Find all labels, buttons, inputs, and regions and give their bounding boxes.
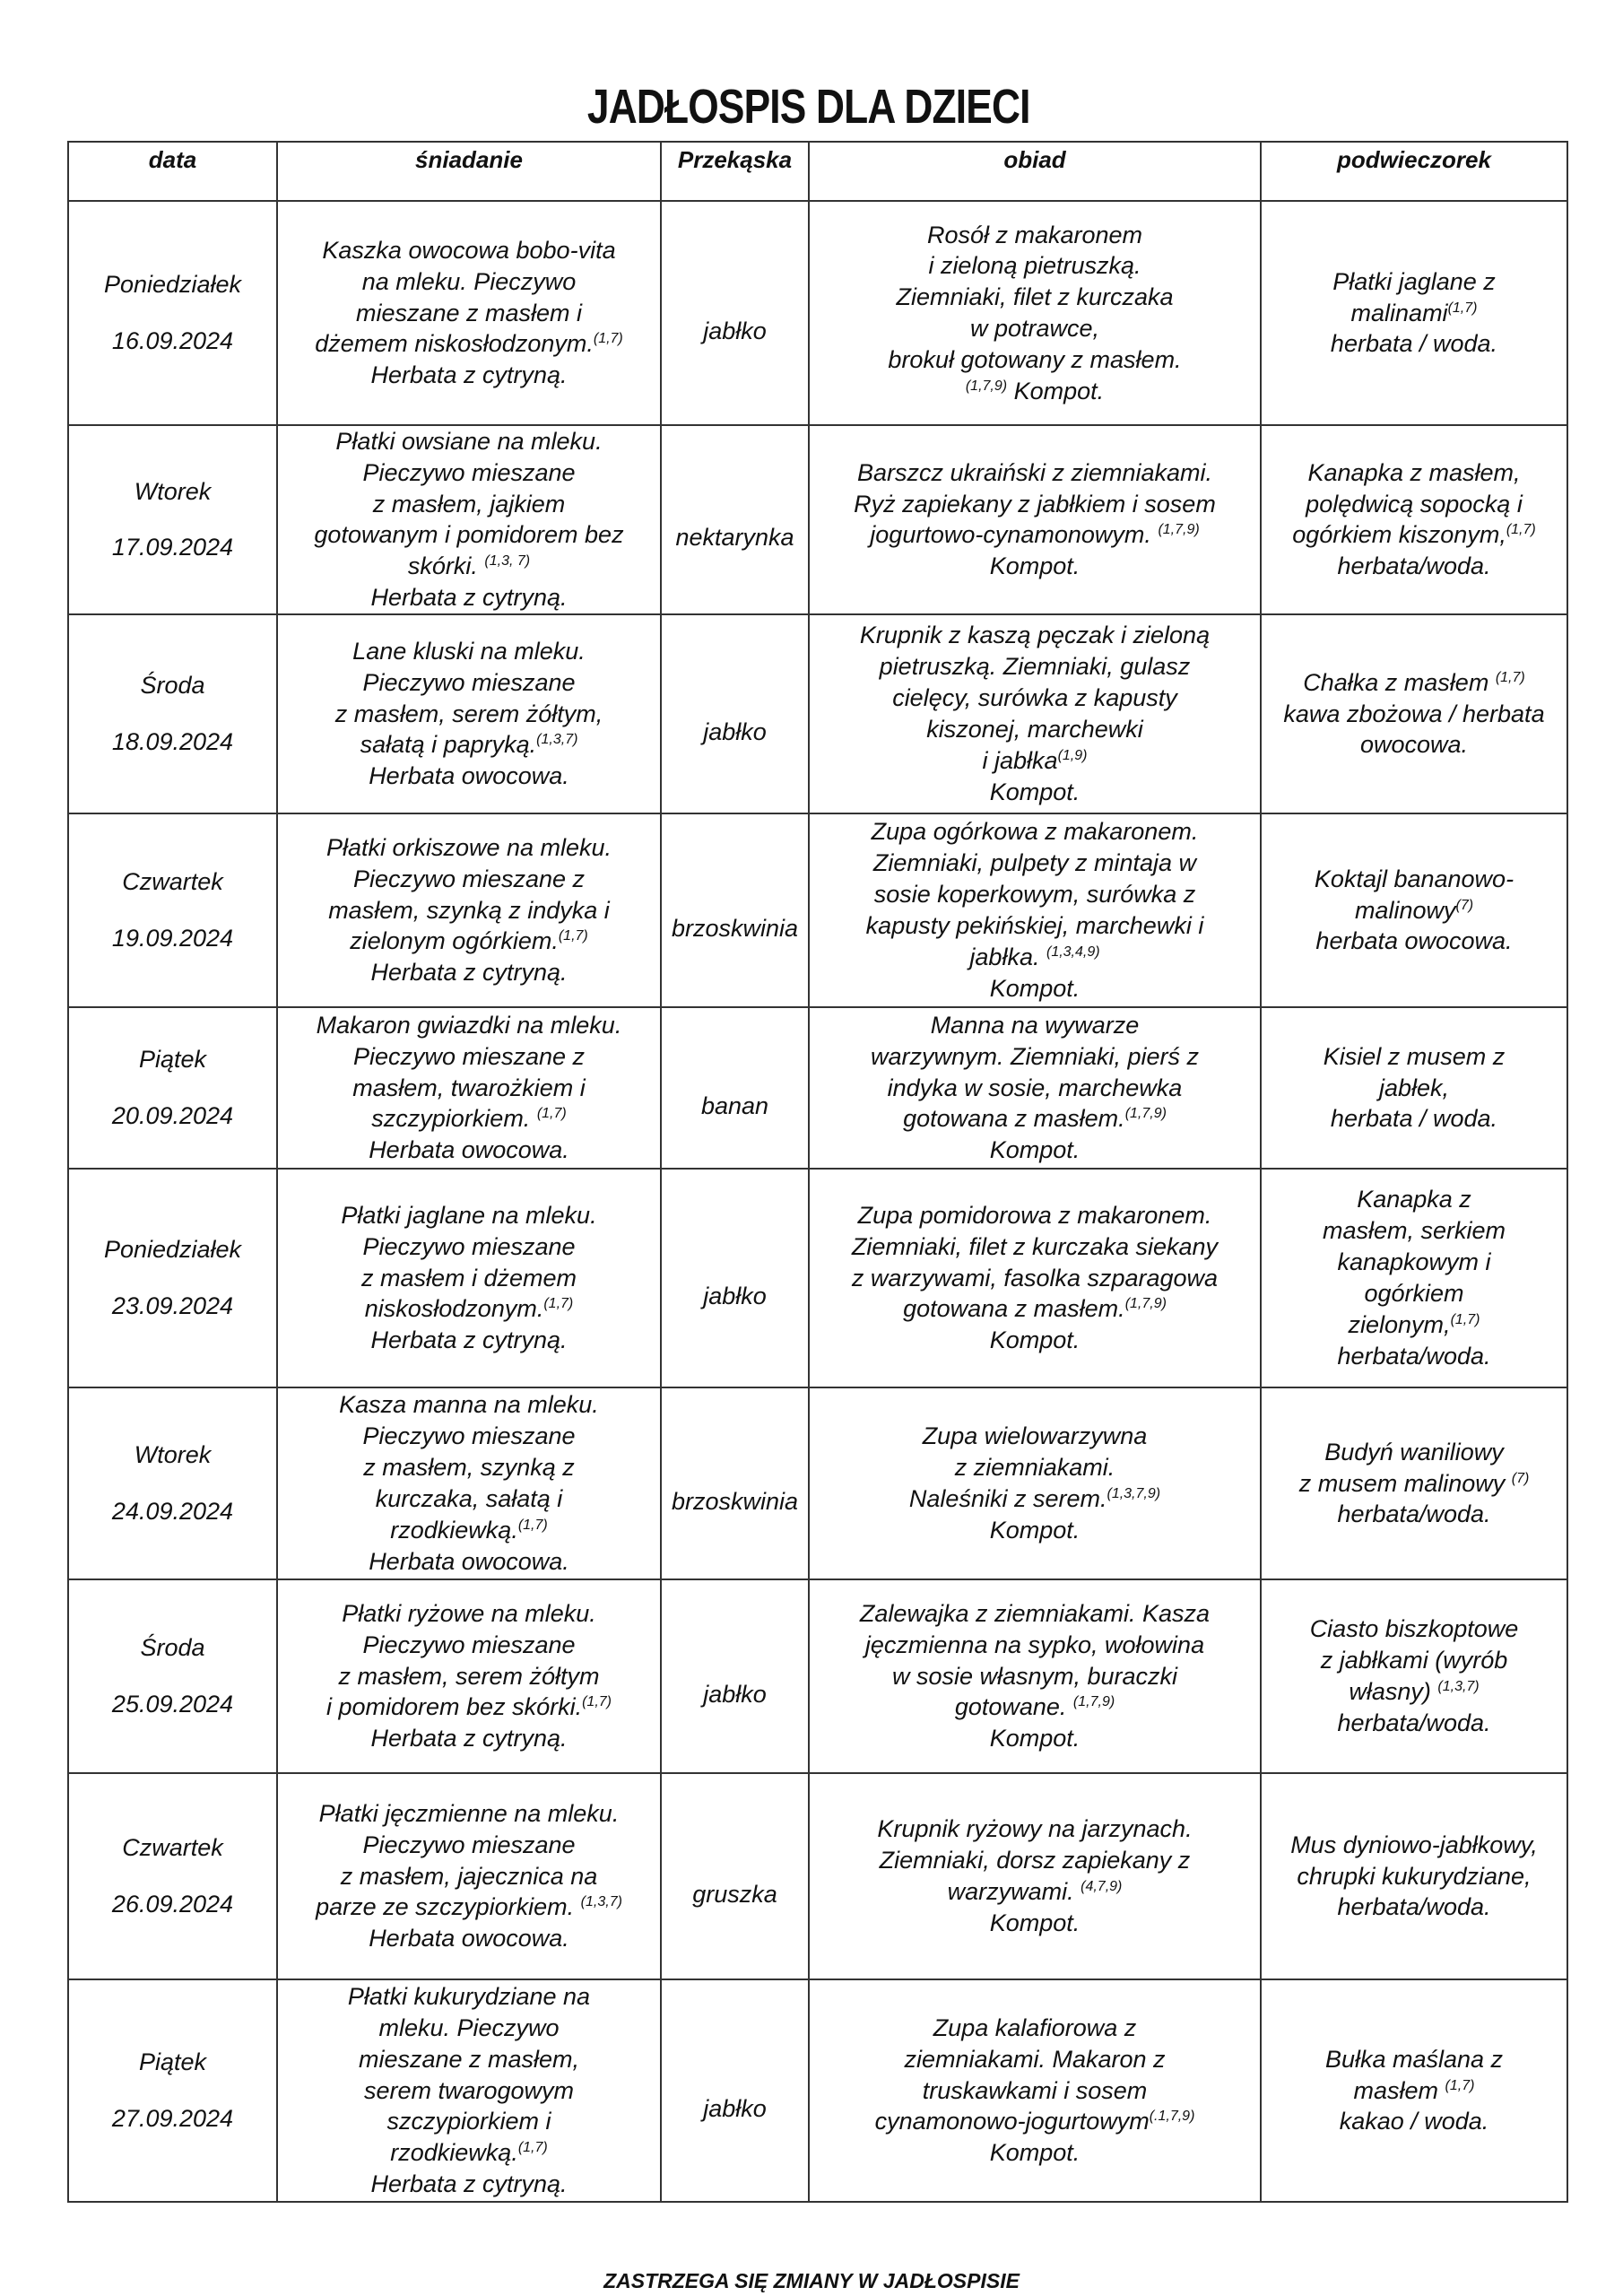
breakfast-cell xyxy=(277,1979,661,2202)
header-afternoon-snack: podwieczorek xyxy=(1261,142,1567,201)
afternoon-snack-cell xyxy=(1261,425,1567,614)
lunch-cell xyxy=(809,1579,1261,1773)
day-date: 24.09.2024 xyxy=(111,1497,234,1525)
afternoon-snack-cell-text-after: herbata/woda. xyxy=(1337,552,1491,580)
breakfast-cell xyxy=(277,614,661,813)
afternoon-snack-cell-text: Płatki jaglane z malinami xyxy=(1332,267,1496,326)
afternoon-snack-cell-text: Bułka maślana z masłem xyxy=(1324,2045,1504,2104)
afternoon-snack-cell xyxy=(1261,1773,1567,1979)
day-name: Środa xyxy=(140,672,205,700)
day-date: 25.09.2024 xyxy=(111,1690,234,1718)
allergen-codes: (1,7) xyxy=(1447,300,1478,316)
allergen-codes: (1,7) xyxy=(1445,2077,1475,2093)
snack-cell: brzoskwinia xyxy=(661,1387,809,1579)
breakfast-cell-text-after: Herbata z cytryną. xyxy=(370,959,568,987)
day-name: Wtorek xyxy=(134,477,212,505)
day-cell xyxy=(68,1979,277,2202)
afternoon-snack-cell-text: Kanapka z masłem, serkiem kanapkowym i ogórkiem zielonym, xyxy=(1322,1186,1506,1338)
allergen-codes: (1,7) xyxy=(558,928,588,944)
lunch-cell-text: Zupa ogórkowa z makaronem. Ziemniaki, pulpety z mintaja w sosie koperkowym, surówka z kapusty pekińskiej, marchewki i jabłka. xyxy=(865,818,1204,970)
afternoon-snack-cell xyxy=(1261,1387,1567,1579)
afternoon-snack-cell-text: Budyń waniliowy z musem malinowy xyxy=(1298,1438,1506,1497)
table-row xyxy=(68,425,1567,614)
day-cell xyxy=(68,1579,277,1773)
header-breakfast: śniadanie xyxy=(277,142,661,201)
allergen-codes: (1,7,9) xyxy=(1072,1694,1115,1710)
lunch-cell-text: Krupnik z kaszą pęczak i zieloną pietruszką. Ziemniaki, gulasz cielęcy, surówka z kapusty kiszonej, marchewki i jabłka xyxy=(859,622,1211,774)
afternoon-snack-cell-text: Chałka z masłem xyxy=(1303,668,1496,696)
breakfast-cell-text: Płatki kukurydziane na mleku. Pieczywo mieszane z masłem, serem twarogowym szczypiorkiem i rzodkiewką. xyxy=(347,1983,591,2167)
lunch-cell-text-after: Kompot. xyxy=(1007,377,1105,404)
lunch-cell xyxy=(809,425,1261,614)
footer-note: ZASTRZEGA SIĘ ZMIANY W JADŁOSPISIE xyxy=(603,2269,1020,2292)
breakfast-cell xyxy=(277,1169,661,1387)
breakfast-cell-text: Płatki jęczmienne na mleku. Pieczywo mieszane z masłem, jajecznica na parze ze szczypiorkiem. xyxy=(316,1799,620,1921)
afternoon-snack-cell xyxy=(1261,1007,1567,1169)
day-date: 23.09.2024 xyxy=(111,1292,234,1319)
table-row xyxy=(68,813,1567,1007)
afternoon-snack-cell-text-after: kakao / woda. xyxy=(1339,2108,1489,2135)
day-date: 26.09.2024 xyxy=(111,1890,234,1918)
snack-cell: gruszka xyxy=(661,1773,809,1979)
breakfast-cell-text-after: Herbata z cytryną. xyxy=(370,1326,568,1354)
day-name: Piątek xyxy=(138,2048,207,2076)
allergen-codes: (1,7) xyxy=(1495,669,1525,685)
lunch-cell-text-after: Kompot. xyxy=(989,1909,1081,1936)
day-name: Piątek xyxy=(138,1046,207,1074)
afternoon-snack-cell-text-after: herbata owocowa. xyxy=(1315,927,1513,955)
day-date: 19.09.2024 xyxy=(111,924,234,952)
lunch-cell-text-after: Kompot. xyxy=(989,1516,1081,1544)
breakfast-cell xyxy=(277,813,661,1007)
allergen-codes: (1,7) xyxy=(582,1694,612,1710)
breakfast-cell xyxy=(277,201,661,425)
lunch-cell xyxy=(809,1007,1261,1169)
allergen-codes: (1,7,9) xyxy=(965,378,1008,394)
breakfast-cell-text-after: Herbata owocowa. xyxy=(369,1136,569,1164)
afternoon-snack-cell-text-after: herbata/woda. xyxy=(1337,1342,1491,1370)
allergen-codes: (1,7) xyxy=(1450,1311,1480,1327)
lunch-cell-text: Rosół z makaronem i zieloną pietruszką. Ziemniaki, filet z kurczaka w potrawce, brokuł gotowany z masłem. xyxy=(888,221,1182,373)
afternoon-snack-cell xyxy=(1261,1979,1567,2202)
table-row xyxy=(68,1773,1567,1979)
snack-cell: jabłko xyxy=(661,614,809,813)
allergen-codes: (1,3, 7) xyxy=(484,553,531,570)
snack-cell: brzoskwinia xyxy=(661,813,809,1007)
allergen-codes: (1,3,7) xyxy=(580,1894,622,1910)
allergen-codes: (1,3,4,9) xyxy=(1046,944,1100,960)
table-row xyxy=(68,1579,1567,1773)
breakfast-cell xyxy=(277,1579,661,1773)
breakfast-cell-text: Kasza manna na mleku. Pieczywo mieszane z masłem, szynką z kurczaka, sałatą i rzodkiewką. xyxy=(339,1391,599,1544)
menu-table xyxy=(67,141,1568,2203)
breakfast-cell-text-after: Herbata z cytryną. xyxy=(370,584,568,612)
afternoon-snack-cell-text-after: herbata/woda. xyxy=(1337,1709,1491,1736)
lunch-cell-text: Zupa kalafiorowa z ziemniakami. Makaron z truskawkami i sosem cynamonowo-jogurtowym xyxy=(874,2013,1166,2135)
allergen-codes: (1,7,9) xyxy=(1124,1106,1167,1122)
lunch-cell-text-after: Kompot. xyxy=(989,1136,1081,1164)
afternoon-snack-cell xyxy=(1261,1169,1567,1387)
lunch-cell xyxy=(809,1773,1261,1979)
lunch-cell-text: Zupa pomidorowa z makaronem. Ziemniaki, filet z kurczaka siekany z warzywami, fasolka szparagowa gotowana z masłem. xyxy=(851,1201,1219,1323)
day-cell xyxy=(68,1387,277,1579)
afternoon-snack-cell-text: Kisiel z musem z jabłek, herbata / woda. xyxy=(1323,1042,1506,1133)
lunch-cell-text: Zalewajka z ziemniakami. Kasza jęczmienna na sypko, wołowina w sosie własnym, buraczki gotowane. xyxy=(859,1599,1211,1721)
day-date: 27.09.2024 xyxy=(111,2104,234,2132)
table-row xyxy=(68,1979,1567,2202)
allergen-codes: (4,7,9) xyxy=(1081,1878,1123,1894)
lunch-cell xyxy=(809,614,1261,813)
day-date: 20.09.2024 xyxy=(111,1101,234,1129)
snack-cell: jabłko xyxy=(661,201,809,425)
day-date: 16.09.2024 xyxy=(111,327,234,354)
lunch-cell-text-after: Kompot. xyxy=(989,778,1081,805)
afternoon-snack-cell-text: Ciasto biszkoptowe z jabłkami (wyrób własny) xyxy=(1309,1615,1519,1705)
allergen-codes: (1,7) xyxy=(543,1296,574,1312)
day-cell xyxy=(68,1773,277,1979)
day-cell xyxy=(68,1169,277,1387)
snack-cell: nektarynka xyxy=(661,425,809,614)
allergen-codes: (7) xyxy=(1455,897,1474,913)
breakfast-cell xyxy=(277,1387,661,1579)
afternoon-snack-cell-text-after: herbata/woda. xyxy=(1337,1500,1491,1528)
lunch-cell xyxy=(809,1387,1261,1579)
breakfast-cell-text-after: Herbata z cytryną. xyxy=(370,1725,568,1752)
allergen-codes: (1,7,9) xyxy=(1158,522,1200,538)
afternoon-snack-cell xyxy=(1261,201,1567,425)
snack-cell: jabłko xyxy=(661,1579,809,1773)
header-row xyxy=(68,142,1567,201)
afternoon-snack-cell-text: Koktajl bananowo- malinowy xyxy=(1314,865,1515,924)
breakfast-cell-text-after: Herbata owocowa. xyxy=(369,1547,569,1575)
breakfast-cell xyxy=(277,425,661,614)
breakfast-cell-text: Płatki owsiane na mleku. Pieczywo mieszane z masłem, jajkiem gotowanym i pomidorem bez skórki. xyxy=(314,428,624,580)
day-date: 18.09.2024 xyxy=(111,727,234,755)
breakfast-cell-text-after: Herbata z cytryną. xyxy=(370,361,568,389)
table-row xyxy=(68,201,1567,425)
day-cell xyxy=(68,425,277,614)
day-name: Poniedziałek xyxy=(103,271,242,299)
allergen-codes: (7) xyxy=(1511,1470,1530,1486)
breakfast-cell-text-after: Herbata z cytryną. xyxy=(370,2170,568,2198)
breakfast-cell-text: Makaron gwiazdki na mleku. Pieczywo mieszane z masłem, twarożkiem i szczypiorkiem. xyxy=(316,1011,622,1133)
lunch-cell xyxy=(809,1169,1261,1387)
afternoon-snack-cell-text: Kanapka z masłem, polędwicą sopocką i ogórkiem kiszonym, xyxy=(1292,458,1523,549)
lunch-cell-text-after: Kompot. xyxy=(989,1725,1081,1752)
snack-cell: banan xyxy=(661,1007,809,1169)
breakfast-cell-text-after: Herbata owocowa. xyxy=(369,1925,569,1952)
day-name: Czwartek xyxy=(122,1834,223,1862)
afternoon-snack-cell-text: Mus dyniowo-jabłkowy, chrupki kukurydziane, herbata/woda. xyxy=(1290,1831,1538,1921)
day-cell xyxy=(68,1007,277,1169)
afternoon-snack-cell-text-after: kawa zbożowa / herbata owocowa. xyxy=(1283,700,1545,759)
allergen-codes: (1,3,7,9) xyxy=(1107,1485,1161,1501)
breakfast-cell-text: Płatki jaglane na mleku. Pieczywo mieszane z masłem i dżemem niskosłodzonym. xyxy=(341,1201,597,1323)
lunch-cell-text-after: Kompot. xyxy=(989,552,1081,580)
breakfast-cell-text: Płatki orkiszowe na mleku. Pieczywo mieszane z masłem, szynką z indyka i zielonym ogórkiem. xyxy=(325,833,612,955)
afternoon-snack-cell xyxy=(1261,813,1567,1007)
day-cell xyxy=(68,813,277,1007)
table-row xyxy=(68,1007,1567,1169)
allergen-codes: (1,7,9) xyxy=(1124,1296,1167,1312)
allergen-codes: (1,7) xyxy=(536,1106,567,1122)
allergen-codes: (1,3,7) xyxy=(536,732,578,748)
day-date: 17.09.2024 xyxy=(111,534,234,561)
lunch-cell-text: Barszcz ukraiński z ziemniakami. Ryż zapiekany z jabłkiem i sosem jogurtowo-cynamonowym. xyxy=(854,458,1216,549)
breakfast-cell xyxy=(277,1773,661,1979)
afternoon-snack-cell xyxy=(1261,614,1567,813)
page-title: JADŁOSPIS DLA DZIECI xyxy=(586,80,1030,134)
day-cell xyxy=(68,201,277,425)
allergen-codes: (1,7) xyxy=(1506,522,1536,538)
day-name: Poniedziałek xyxy=(103,1236,242,1264)
day-name: Środa xyxy=(140,1634,205,1662)
afternoon-snack-cell-text-after: herbata / woda. xyxy=(1330,330,1498,358)
lunch-cell xyxy=(809,813,1261,1007)
lunch-cell-text: Manna na wywarze warzywnym. Ziemniaki, pierś z indyka w sosie, marchewka gotowana z masłem. xyxy=(870,1011,1200,1133)
day-name: Wtorek xyxy=(134,1441,212,1469)
lunch-cell-text-after: Kompot. xyxy=(989,1326,1081,1354)
table-row xyxy=(68,1169,1567,1387)
allergen-codes: (.1,7,9) xyxy=(1149,2109,1195,2125)
breakfast-cell xyxy=(277,1007,661,1169)
allergen-codes: (1,9) xyxy=(1057,747,1088,763)
breakfast-cell-text: Kaszka owocowa bobo-vita na mleku. Pieczywo mieszane z masłem i dżemem niskosłodzonym. xyxy=(315,236,616,358)
lunch-cell-text: Zupa wielowarzywna z ziemniakami. Naleśniki z serem. xyxy=(908,1422,1148,1512)
lunch-cell xyxy=(809,201,1261,425)
lunch-cell-text-after: Kompot. xyxy=(989,974,1081,1002)
header-snack: Przekąska xyxy=(661,142,809,201)
day-cell xyxy=(68,614,277,813)
lunch-cell-text-after: Kompot. xyxy=(989,2139,1081,2167)
allergen-codes: (1,7) xyxy=(593,331,623,347)
table-row xyxy=(68,1387,1567,1579)
snack-cell: jabłko xyxy=(661,1979,809,2202)
header-lunch: obiad xyxy=(809,142,1261,201)
afternoon-snack-cell xyxy=(1261,1579,1567,1773)
allergen-codes: (1,3,7) xyxy=(1437,1678,1480,1694)
allergen-codes: (1,7) xyxy=(517,2140,548,2156)
snack-cell: jabłko xyxy=(661,1169,809,1387)
breakfast-cell-text-after: Herbata owocowa. xyxy=(369,762,569,790)
header-date: data xyxy=(68,142,277,201)
lunch-cell-text: Krupnik ryżowy na jarzynach. Ziemniaki, dorsz zapiekany z warzywami. xyxy=(877,1815,1193,1905)
breakfast-cell-text: Lane kluski na mleku. Pieczywo mieszane z masłem, serem żółtym, sałatą i papryką. xyxy=(334,637,603,759)
day-name: Czwartek xyxy=(122,868,223,896)
table-row xyxy=(68,614,1567,813)
lunch-cell xyxy=(809,1979,1261,2202)
breakfast-cell-text: Płatki ryżowe na mleku. Pieczywo mieszane z masłem, serem żółtym i pomidorem bez skórki. xyxy=(325,1599,600,1721)
allergen-codes: (1,7) xyxy=(517,1517,548,1533)
